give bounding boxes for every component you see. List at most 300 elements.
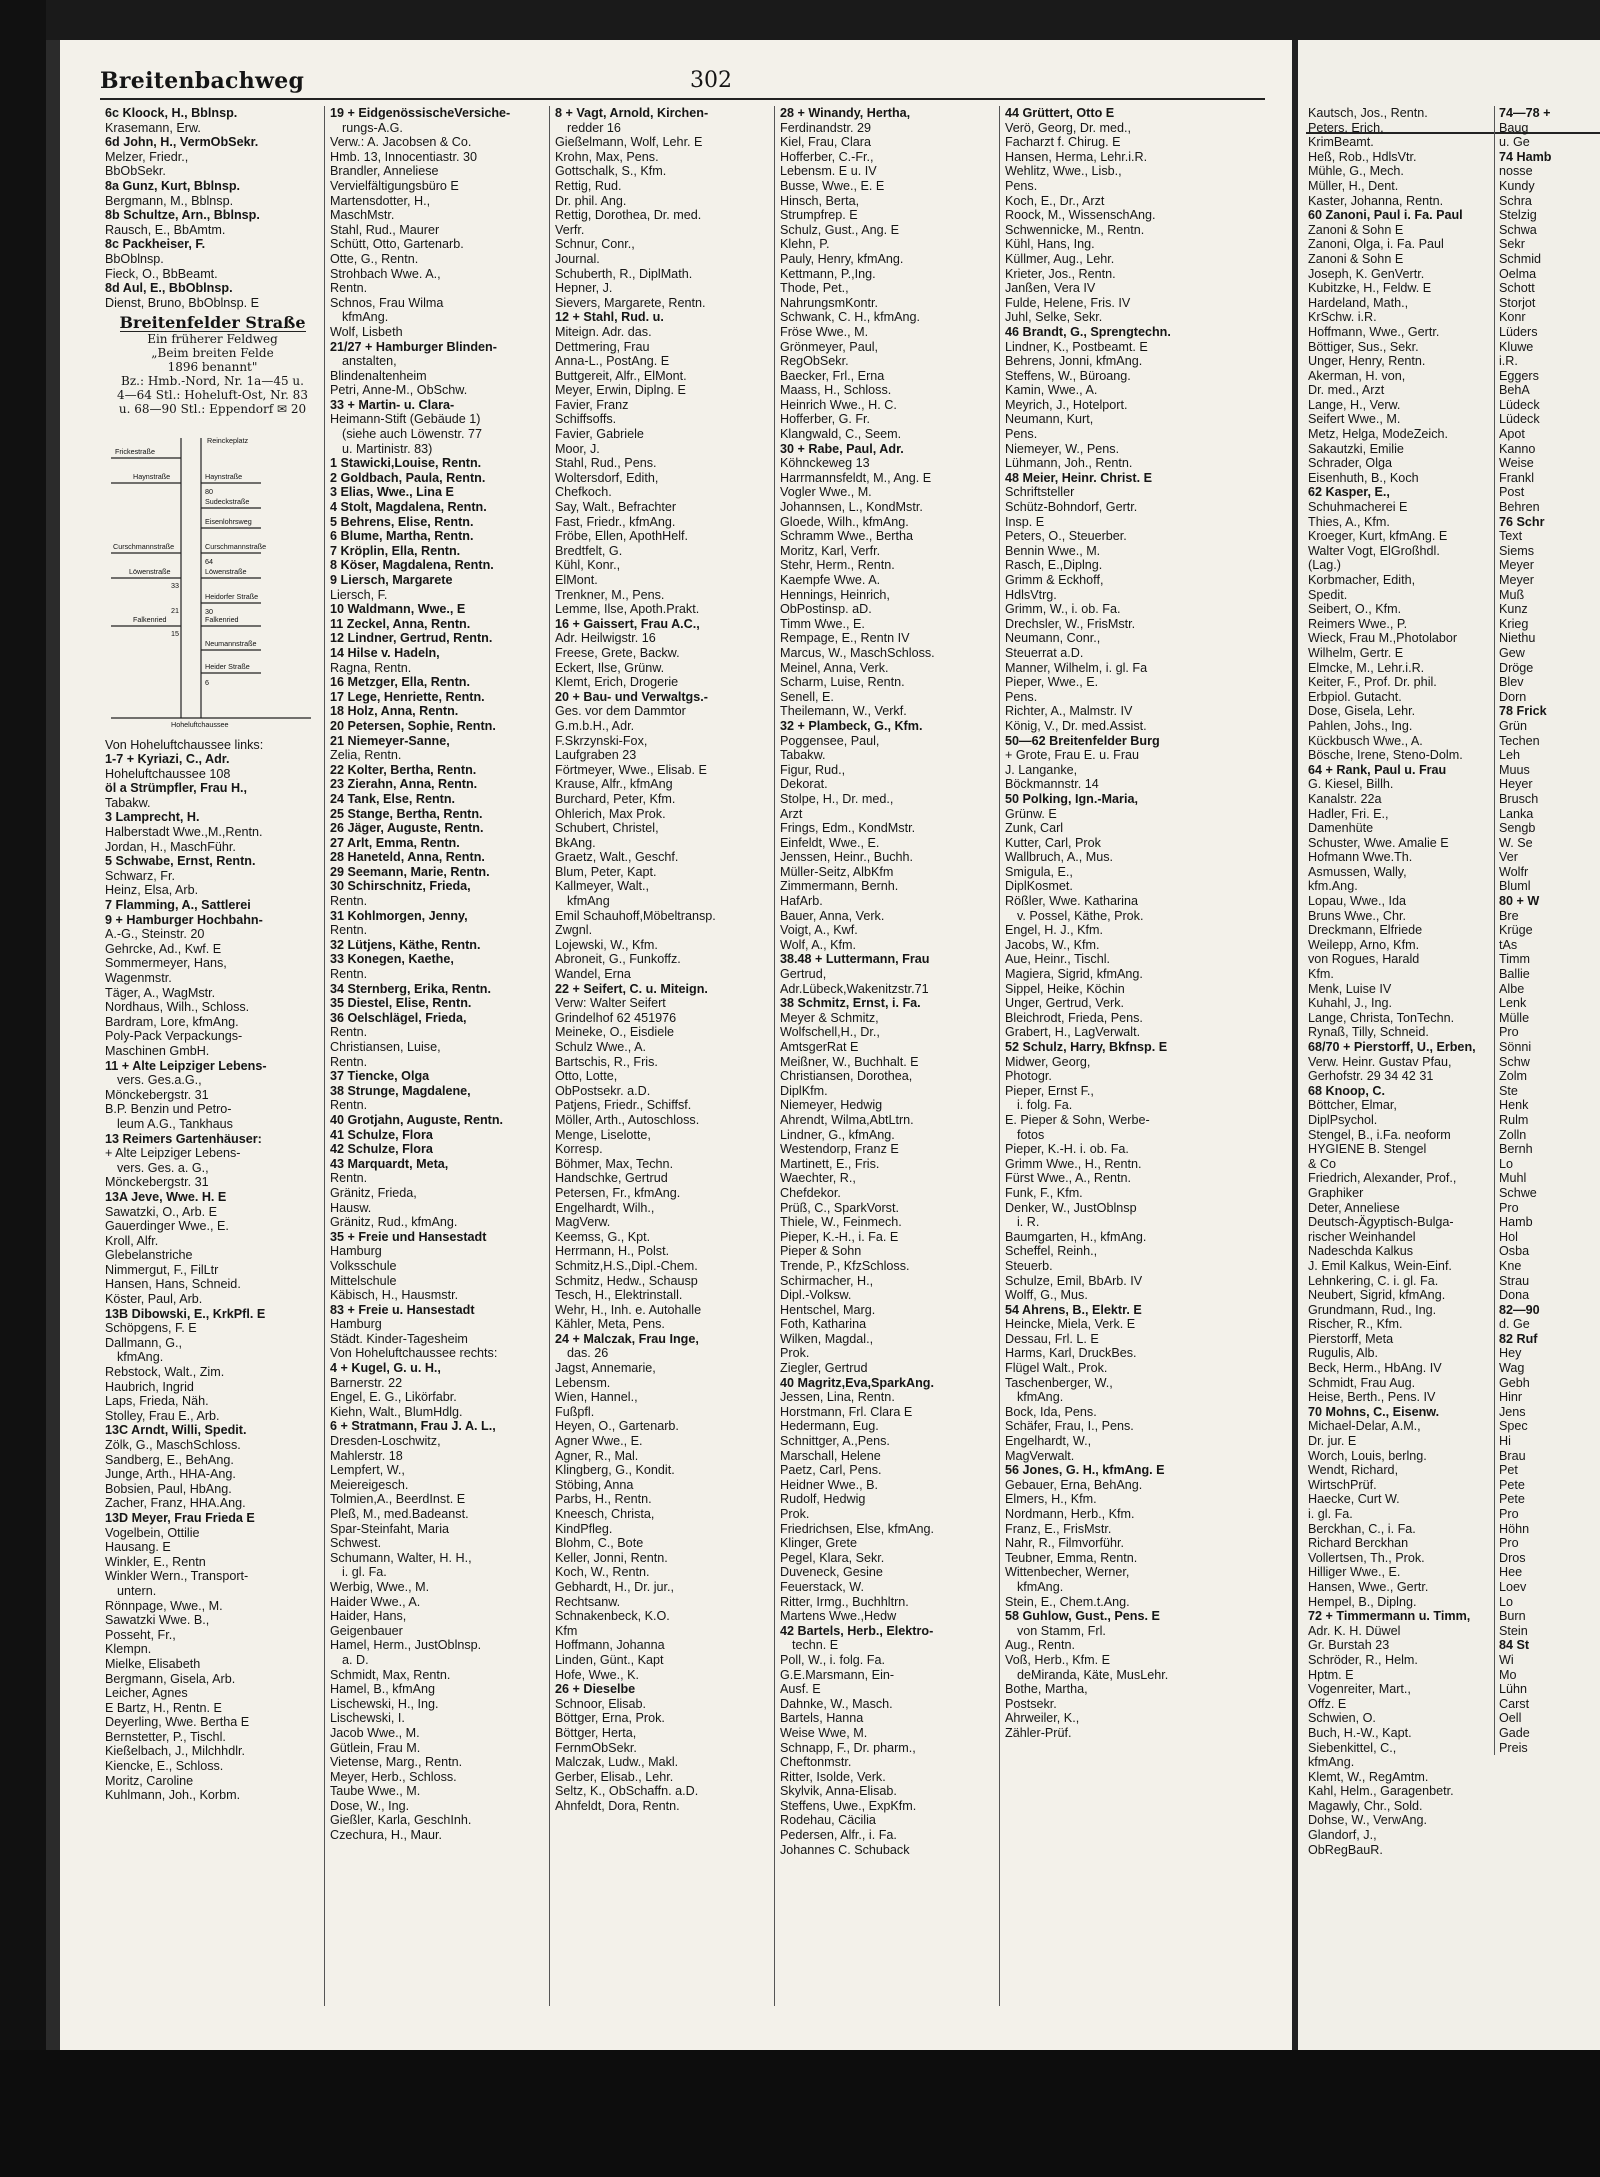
directory-entry: Gießler, Karla, GeschInh. [330, 1813, 472, 1828]
directory-entry: 6d John, H., VermObSekr. [105, 135, 259, 150]
directory-entry: DiplPsychol. [1308, 1112, 1378, 1127]
directory-entry: Gebhardt, H., Dr. jur., [555, 1579, 674, 1594]
directory-entry: Bernh [1499, 1142, 1533, 1157]
directory-entry: ElMont. [555, 573, 598, 587]
directory-entry: Rugulis, Alb. [1308, 1346, 1379, 1361]
directory-entry: DiplKosmet. [1005, 879, 1073, 894]
directory-entry: Rischer, R., Kfm. [1308, 1317, 1403, 1332]
directory-entry: 24 + Malczak, Frau Inge, [555, 1331, 699, 1346]
directory-entry: Koch, E., Dr., Arzt [1005, 193, 1105, 208]
directory-entry: Halberstadt Wwe.,M.,Rentn. [105, 825, 263, 840]
directory-entry: Grundmann, Rud., Ing. [1308, 1302, 1437, 1317]
directory-entry: Hamel, Herm., JustOblnsp. [330, 1638, 482, 1653]
directory-entry: Elmers, H., Kfm. [1005, 1492, 1097, 1507]
directory-entry: Drechsler, W., FrisMstr. [1005, 616, 1136, 631]
directory-entry: Jacob Wwe., M. [330, 1725, 420, 1740]
directory-entry: Akerman, H. von, [1308, 368, 1406, 383]
directory-entry: Dresden-Loschwitz, [330, 1434, 441, 1449]
directory-entry: Patjens, Friedr., Schiffsf. [555, 1098, 692, 1113]
directory-entry: Müller-Seitz, AlbKfm [780, 864, 894, 879]
directory-entry: Pro [1499, 1536, 1519, 1551]
directory-entry: 64 + Rank, Paul u. Frau [1308, 762, 1447, 777]
directory-entry: Bothe, Martha, [1005, 1682, 1088, 1697]
directory-entry: Lüdeck [1499, 397, 1540, 412]
directory-entry: Pedersen, Alfr., i. Fa. [780, 1828, 897, 1843]
directory-entry: Rudolf, Hedwig [780, 1492, 866, 1507]
directory-entry: 31 Kohlmorgen, Jenny, [330, 908, 468, 923]
directory-entry: techn. E [792, 1638, 839, 1653]
directory-entry: Glandorf, J., [1308, 1828, 1377, 1843]
directory-entry: Jordan, H., MaschFühr. [105, 839, 236, 854]
directory-entry: Thiele, W., Feinmech. [780, 1215, 902, 1230]
directory-entry: Pleß, M., med.Badeanst. [330, 1507, 469, 1521]
directory-entry: 5 Schwabe, Ernst, Rentn. [105, 854, 256, 869]
directory-entry: Bergmann, M., Bblnsp. [105, 193, 234, 208]
directory-entry: Kunz [1499, 602, 1528, 617]
directory-entry: Mönckebergstr. 31 [105, 1175, 209, 1190]
directory-entry: Schnakenbeck, K.O. [555, 1609, 670, 1624]
directory-entry: Vogenreiter, Mart., [1308, 1682, 1411, 1697]
directory-entry: Gr. Burstah 23 [1308, 1638, 1390, 1653]
directory-entry: Klingberg, G., Kondit. [555, 1463, 675, 1478]
directory-entry: Verw.: A. Jacobsen & Co. [330, 135, 472, 150]
map-label: Reinckeplatz [207, 435, 249, 445]
directory-entry: Bernstetter, P., Tischl. [105, 1729, 226, 1744]
directory-entry: Burchard, Peter, Kfm. [555, 791, 676, 806]
directory-entry: 11 + Alte Leipziger Lebens- [105, 1058, 267, 1073]
directory-entry: Böttiger, Sus., Sekr. [1308, 339, 1419, 354]
right-column-2 [1494, 106, 1600, 1755]
directory-entry: Gerhofstr. 29 34 42 31 [1308, 1069, 1434, 1084]
directory-entry: Schwe [1499, 1185, 1537, 1200]
directory-entry: Otto, Lotte, [555, 1069, 618, 1084]
directory-entry: Pet [1499, 1463, 1518, 1478]
directory-entry: Flügel Walt., Prok. [1005, 1361, 1108, 1376]
directory-entry: Rentn. [330, 967, 368, 982]
directory-entry: Behren [1499, 500, 1540, 515]
directory-entry: Klempn. [105, 1642, 152, 1657]
directory-entry: Fröse Wwe., M. [780, 324, 869, 339]
directory-entry: Schöpgens, F. E [105, 1321, 197, 1336]
directory-entry: Dröge [1499, 660, 1534, 675]
directory-entry: Klemt, W., RegAmtm. [1308, 1769, 1429, 1784]
directory-entry: Pens. [1005, 689, 1038, 704]
scan-background [0, 2050, 1600, 2177]
directory-entry: Werbig, Wwe., M. [330, 1579, 430, 1594]
directory-entry: Abroneit, G., Funkoffz. [555, 952, 681, 967]
directory-entry: kfmAng. [117, 1350, 164, 1365]
directory-entry: Rentn. [330, 281, 368, 296]
directory-entry: Brandler, Anneliese [330, 164, 439, 179]
directory-entry: Pens. [1005, 427, 1038, 442]
map-label: Eisenlohrsweg [205, 516, 252, 526]
directory-entry: HYGIENE B. Stengel [1308, 1142, 1427, 1157]
directory-entry: Haider Wwe., A. [330, 1594, 421, 1609]
directory-entry: Thies, A., Kfm. [1308, 514, 1390, 529]
directory-entry: 35 Diestel, Elise, Rentn. [330, 996, 472, 1011]
directory-entry: Timm Wwe., E. [780, 616, 865, 631]
map-label: Frickestraße [115, 446, 155, 456]
directory-entry: 82 Ruf [1499, 1331, 1538, 1346]
directory-entry: Schulz Wwe., A. [555, 1040, 646, 1054]
directory-entry: Klangwald, C., Seem. [780, 427, 902, 442]
directory-entry: Wandel, Erna [555, 967, 631, 982]
directory-entry: Henk [1499, 1098, 1529, 1113]
directory-entry: Kahl, Helm., Garagenbetr. [1308, 1784, 1454, 1799]
directory-entry: Kanno [1499, 441, 1536, 456]
page-header [100, 62, 1265, 100]
directory-entry: Heimann-Stift (Gebäude 1) [330, 412, 481, 427]
directory-entry: Freese, Grete, Backw. [555, 645, 680, 660]
directory-entry: Ritter, Isolde, Verk. [780, 1769, 886, 1784]
directory-entry: Wolfr [1499, 864, 1529, 879]
directory-entry: Hofferber, C.-Fr., [780, 149, 874, 164]
directory-entry: Blum, Peter, Kapt. [555, 864, 657, 879]
directory-entry: Schmidt, Frau Aug. [1308, 1375, 1416, 1390]
directory-entry: Kettmann, P.,Ing. [780, 266, 876, 281]
directory-entry: Hi [1499, 1434, 1511, 1449]
directory-entry: Busse, Wwe., E. E [780, 178, 885, 193]
directory-entry: 68 Knoop, C. [1308, 1083, 1385, 1098]
directory-entry: Kfm [555, 1623, 578, 1638]
directory-entry: Bösche, Irene, Steno-Dolm. [1308, 748, 1463, 763]
directory-entry: Niemeyer, W., Pens. [1005, 441, 1120, 456]
directory-entry: Hamburg [330, 1244, 382, 1259]
directory-entry: Kneesch, Christa, [555, 1507, 655, 1521]
directory-entry: Erbpiol. Gutacht. [1308, 689, 1402, 704]
street-note-line: u. 68—90 Stl.: Eppendorf ✉ 20 [118, 401, 307, 416]
directory-entry: Burn [1499, 1609, 1526, 1624]
directory-entry: 50—62 Breitenfelder Burg [1005, 733, 1160, 748]
directory-entry: Postsekr. [1005, 1696, 1057, 1711]
directory-entry: Liersch, F. [330, 587, 388, 602]
directory-entry: Handschke, Gertrud [555, 1171, 668, 1186]
directory-entry: 3 Lamprecht, H. [105, 810, 200, 825]
directory-entry: Jacobs, W., Kfm. [1005, 937, 1100, 952]
directory-entry: Dessau, Frl. L. E [1005, 1331, 1099, 1346]
directory-entry: Schirmacher, H., [780, 1273, 874, 1288]
directory-entry: Taschenberger, W., [1005, 1375, 1113, 1390]
directory-entry: Lanka [1499, 806, 1534, 821]
directory-entry: Seibert, O., Kfm. [1308, 602, 1402, 617]
directory-entry: Bleichrodt, Frieda, Pens. [1005, 1010, 1143, 1025]
directory-entry: kfm.Ang. [1308, 879, 1358, 894]
directory-entry: Prok. [780, 1346, 810, 1361]
directory-entry: Verö, Georg, Dr. med., [1005, 120, 1131, 135]
directory-entry: Kundy [1499, 178, 1535, 193]
directory-entry: Reimers Wwe., P. [1308, 616, 1408, 631]
directory-entry: Niethu [1499, 631, 1536, 646]
directory-entry: Wehlitz, Wwe., Lisb., [1005, 164, 1122, 179]
directory-entry: Lange, Christa, TonTechn. [1308, 1010, 1455, 1025]
directory-entry: Graetz, Walt., Geschf. [555, 850, 679, 865]
directory-entry: Preis [1499, 1740, 1528, 1755]
directory-entry: Fürst Wwe., A., Rentn. [1005, 1171, 1131, 1186]
directory-entry: Gauerdinger Wwe., E. [105, 1219, 229, 1234]
directory-entry: 1 Stawicki,Louise, Rentn. [330, 456, 482, 471]
directory-entry: Favier, Gabriele [555, 427, 644, 442]
directory-entry: Gew [1499, 645, 1525, 660]
directory-entry: Laps, Frieda, Näh. [105, 1394, 209, 1409]
directory-entry: Hausw. [330, 1200, 372, 1215]
directory-entry: Dienst, Bruno, BbOblnsp. E [105, 295, 260, 310]
directory-entry: Muus [1499, 762, 1530, 777]
directory-entry: G. Kiesel, Billh. [1308, 777, 1394, 792]
directory-entry: Grimm & Eckhoff, [1005, 573, 1104, 587]
directory-entry: Ausf. E [780, 1682, 821, 1697]
directory-entry: Hinr [1499, 1390, 1523, 1405]
directory-entry: Mielke, Elisabeth [105, 1656, 201, 1671]
directory-entry: Zähler-Prüf. [1005, 1725, 1072, 1740]
directory-entry: v. Possel, Käthe, Prok. [1017, 908, 1144, 923]
directory-entry: Dreckmann, Elfriede [1308, 923, 1423, 938]
directory-entry: Geigenbauer [330, 1623, 403, 1638]
directory-entry: Blohm, C., Bote [555, 1536, 644, 1551]
directory-entry: Keller, Jonni, Rentn. [555, 1550, 668, 1565]
directory-entry: Vogelbein, Ottilie [105, 1525, 200, 1540]
directory-entry: anstalten, [342, 354, 397, 369]
directory-entry: RegObSekr. [780, 354, 849, 369]
directory-entry: 50 Polking, Ign.-Maria, [1005, 791, 1138, 806]
directory-entry: 18 Holz, Anna, Rentn. [330, 704, 459, 719]
directory-entry: Aue, Heinr., Tischl. [1005, 952, 1110, 967]
directory-entry: Schubert, Christel, [555, 821, 659, 836]
directory-entry: deMiranda, Käte, MusLehr. [1017, 1667, 1169, 1682]
directory-entry: BkAng. [555, 835, 596, 850]
directory-entry: Leh [1499, 748, 1521, 763]
directory-entry: 32 Lütjens, Käthe, Rentn. [330, 937, 481, 952]
directory-entry: Oell [1499, 1711, 1522, 1726]
directory-entry: Grönmeyer, Paul, [780, 339, 878, 354]
directory-entry: KrSchw. i.R. [1308, 310, 1377, 325]
directory-entry: Kiel, Frau, Clara [780, 135, 871, 150]
directory-entry: Taube Wwe., M. [330, 1784, 421, 1799]
directory-entry: Stengel, B., i.Fa. neoform [1308, 1127, 1451, 1142]
directory-entry: Köster, Paul, Arb. [105, 1292, 203, 1307]
directory-entry: Nimmergut, F., FilLtr [105, 1262, 219, 1277]
directory-entry: Petersen, Fr., kfmAng. [555, 1185, 681, 1200]
directory-entry: 56 Jones, G. H., kfmAng. E [1005, 1463, 1165, 1478]
directory-entry: Brau [1499, 1448, 1526, 1463]
directory-entry: Menk, Luise IV [1308, 981, 1392, 996]
directory-entry: Schwien, O. [1308, 1711, 1376, 1726]
directory-entry: Rentn. [330, 894, 368, 909]
directory-entry: E Bartz, H., Rentn. E [105, 1700, 222, 1715]
directory-entry: Stöbing, Anna [555, 1477, 634, 1492]
directory-entry: 42 Schulze, Flora [330, 1142, 433, 1157]
directory-entry: Volksschule [330, 1258, 397, 1273]
directory-entry: Loev [1499, 1579, 1527, 1594]
directory-entry: Spar-Steinfaht, Maria [330, 1521, 449, 1536]
directory-entry: Waechter, R., [780, 1171, 856, 1186]
directory-entry: 16 Metzger, Ella, Rentn. [330, 675, 470, 690]
map-label: Sudeckstraße [205, 496, 250, 506]
directory-entry: Woltersdorf, Edith, [555, 470, 659, 485]
directory-entry: Poggensee, Paul, [780, 733, 880, 748]
directory-entry: Siems [1499, 543, 1534, 558]
directory-entry: 82—90 [1499, 1302, 1540, 1317]
directory-entry: Käbisch, H., Hausmstr. [330, 1288, 459, 1303]
directory-entry: Wag [1499, 1361, 1525, 1376]
directory-entry: Photogr. [1005, 1069, 1052, 1084]
directory-entry: Stolpe, H., Dr. med., [780, 791, 894, 806]
street-note [105, 332, 320, 416]
directory-entry: Kühl, Konr., [555, 558, 621, 573]
directory-entry: Mo [1499, 1667, 1517, 1682]
directory-entry: Grimm Wwe., H., Rentn. [1005, 1156, 1142, 1171]
directory-entry: MaschMstr. [330, 208, 395, 223]
directory-entry: Lo [1499, 1156, 1514, 1171]
directory-entry: Kießelbach, J., Milchhdlr. [105, 1744, 245, 1759]
directory-entry: Wolf, A., Kfm. [780, 937, 857, 952]
directory-entry: Schnos, Frau Wilma [330, 295, 444, 310]
directory-entry: Verw: Walter Seifert [555, 996, 666, 1011]
directory-entry: Chefdekor. [780, 1185, 841, 1200]
directory-entry: Adr.Lübeck,Wakenitzstr.71 [780, 981, 929, 996]
directory-entry: Fußpfl. [555, 1404, 595, 1419]
directory-entry: Manner, Wilhelm, i. gl. Fa [1005, 660, 1148, 675]
directory-entry: Graphiker [1308, 1185, 1364, 1200]
directory-entry: HafArb. [780, 894, 823, 909]
directory-entry: Friedrich, Alexander, Prof., [1308, 1171, 1457, 1186]
directory-entry: 5 Behrens, Elise, Rentn. [330, 514, 474, 529]
directory-entry: von Rogues, Harald [1308, 952, 1420, 967]
street-note-line: 1896 benannt" [167, 359, 258, 374]
street-note-line: Ein früherer Feldweg [147, 331, 278, 346]
directory-entry: Funk, F., Kfm. [1005, 1185, 1083, 1200]
directory-entry: Otte, G., Rentn. [330, 251, 419, 266]
directory-entry: Franz, E., FrisMstr. [1005, 1521, 1112, 1536]
directory-entry: Pahlen, Johs., Ing. [1308, 718, 1413, 733]
directory-entry: Bartels, Hanna [780, 1711, 864, 1726]
street-section [105, 313, 320, 416]
directory-entry: Jens [1499, 1404, 1526, 1419]
directory-entry: Böttger, Herta, [555, 1725, 637, 1740]
directory-entry: Steffens, W., Büroang. [1005, 368, 1131, 383]
directory-entry: Lühmann, Joh., Rentn. [1005, 456, 1133, 471]
directory-entry: + Grote, Frau E. u. Frau [1005, 748, 1140, 763]
map-label: Löwenstraße [129, 566, 171, 576]
directory-entry: Ragna, Rentn. [330, 660, 412, 675]
directory-entry: Dallmann, G., [105, 1335, 182, 1350]
directory-entry: u. Ge [1499, 135, 1530, 150]
directory-entry: Tabakw. [105, 795, 151, 810]
directory-entry: Wolfschell,H., Dr., [780, 1025, 880, 1040]
directory-entry: Böttger, Erna, Prok. [555, 1711, 665, 1726]
directory-entry: Meyrich, J., Hotelport. [1005, 397, 1128, 412]
directory-entry: Vollertsen, Th., Prok. [1308, 1550, 1425, 1565]
directory-entry: Insp. E [1005, 514, 1045, 529]
directory-entry: 46 Brandt, G., Sprengtechn. [1005, 324, 1171, 339]
directory-entry: 8 + Vagt, Arnold, Kirchen- [555, 106, 709, 120]
directory-entry: Zolm [1499, 1069, 1527, 1084]
directory-entry: öl a Strümpfler, Frau H., [105, 781, 248, 796]
directory-entry: Steuerrat a.D. [1005, 645, 1084, 660]
directory-entry: ObPostsekr. a.D. [555, 1083, 651, 1098]
directory-entry: Zunk, Carl [1005, 821, 1064, 836]
directory-entry: KindPfleg. [555, 1521, 613, 1536]
directory-entry: Bock, Ida, Pens. [1005, 1404, 1097, 1419]
directory-entry: Dona [1499, 1288, 1530, 1303]
directory-entry: Sönni [1499, 1040, 1532, 1054]
directory-entry: Meyer [1499, 558, 1534, 573]
directory-entry: 28 Haneteld, Anna, Rentn. [330, 850, 485, 865]
directory-entry: Krieter, Jos., Rentn. [1005, 266, 1116, 281]
directory-entry: Westendorp, Franz E [780, 1142, 899, 1157]
directory-entry: Mahlerstr. 18 [330, 1448, 403, 1463]
street-title: Breitenfelder Straße [119, 313, 306, 333]
directory-entry: Facharzt f. Chirug. E [1005, 135, 1121, 150]
directory-entry: kfmAng [567, 894, 610, 909]
directory-entry: Favier, Franz [555, 397, 629, 412]
directory-entry: Dettmering, Frau [555, 339, 650, 354]
directory-entry: ObPostinsp. aD. [780, 602, 872, 617]
directory-entry: Schulze, Emil, BbArb. IV [1005, 1273, 1143, 1288]
directory-entry: Lehnkering, C. i. gl. Fa. [1308, 1273, 1439, 1288]
directory-entry: 27 Arlt, Emma, Rentn. [330, 835, 460, 850]
directory-entry: Lange, H., Verw. [1308, 397, 1401, 412]
directory-entry: Rynaß, Tilly, Schneid. [1308, 1025, 1429, 1040]
page-number: 302 [690, 68, 732, 93]
directory-entry: Gränitz, Frieda, [330, 1185, 417, 1200]
directory-entry: i. folg. Fa. [1017, 1098, 1073, 1113]
directory-entry: Martensdotter, H., [330, 193, 431, 208]
directory-entry: Menge, Liselotte, [555, 1127, 651, 1142]
directory-entry: Rettig, Dorothea, Dr. med. [555, 208, 702, 223]
directory-entry: Asmussen, Wally, [1308, 864, 1407, 879]
directory-entry: Paetz, Carl, Pens. [780, 1463, 882, 1478]
directory-entry: Einfeldt, Wwe., E. [780, 835, 880, 850]
directory-entry: F.Skrzynski-Fox, [555, 733, 648, 748]
directory-entry: Lenk [1499, 996, 1527, 1011]
directory-entry: Elmcke, M., Lehr.i.R. [1308, 660, 1425, 675]
directory-entry: Timm [1499, 952, 1531, 967]
directory-entry: Pro [1499, 1200, 1519, 1215]
directory-entry: 28 + Winandy, Hertha, [780, 106, 911, 120]
directory-entry: Eisenhuth, B., Koch [1308, 470, 1419, 485]
directory-entry: Koch, W., Rentn. [555, 1565, 650, 1580]
directory-entry: Spec [1499, 1419, 1528, 1434]
directory-entry: 13 Reimers Gartenhäuser: [105, 1131, 262, 1146]
directory-entry: rischer Weinhandel [1308, 1229, 1416, 1244]
directory-entry: Anna-L., PostAng. E [555, 354, 670, 369]
directory-entry: Verw. Heinr. Gustav Pfau, [1308, 1054, 1452, 1069]
directory-entry: Oelma [1499, 266, 1537, 281]
directory-entry: Hansen, Hans, Schneid. [105, 1277, 241, 1292]
directory-entry: Kluwe [1499, 339, 1534, 354]
directory-entry: Kautsch, Jos., Rentn. [1308, 106, 1428, 120]
directory-entry: 84 St [1499, 1638, 1530, 1653]
directory-entry: Hmb. 13, Innocentiastr. 30 [330, 149, 478, 164]
directory-entry: Rasch, E.,Diplng. [1005, 558, 1103, 573]
directory-entry: & Co [1308, 1156, 1336, 1171]
directory-entry: Pieper, K.-H. i. ob. Fa. [1005, 1142, 1129, 1157]
directory-entry: G.m.b.H., Adr. [555, 718, 635, 733]
directory-entry: 41 Schulze, Flora [330, 1127, 433, 1142]
directory-entry: kfmAng. [1017, 1390, 1064, 1405]
directory-entry: Ferdinandstr. 29 [780, 120, 872, 135]
directory-entry: Hoffmann, Johanna [555, 1638, 665, 1653]
directory-entry: Wolff, G., Mus. [1005, 1288, 1088, 1303]
directory-entry: Grünw. E [1005, 806, 1057, 821]
directory-entry: Schuster, Wwe. Amalie E [1308, 835, 1449, 850]
directory-entry: Frankl [1499, 470, 1534, 485]
directory-entry: Johannsen, L., KondMstr. [780, 500, 923, 515]
directory-entry: Schwank, C. H., kfmAng. [780, 310, 920, 325]
directory-entry: Hennings, Heinrich, [780, 587, 890, 602]
directory-entry: + Alte Leipziger Lebens- [105, 1146, 241, 1161]
directory-entry: Weilepp, Arno, Kfm. [1308, 937, 1420, 952]
